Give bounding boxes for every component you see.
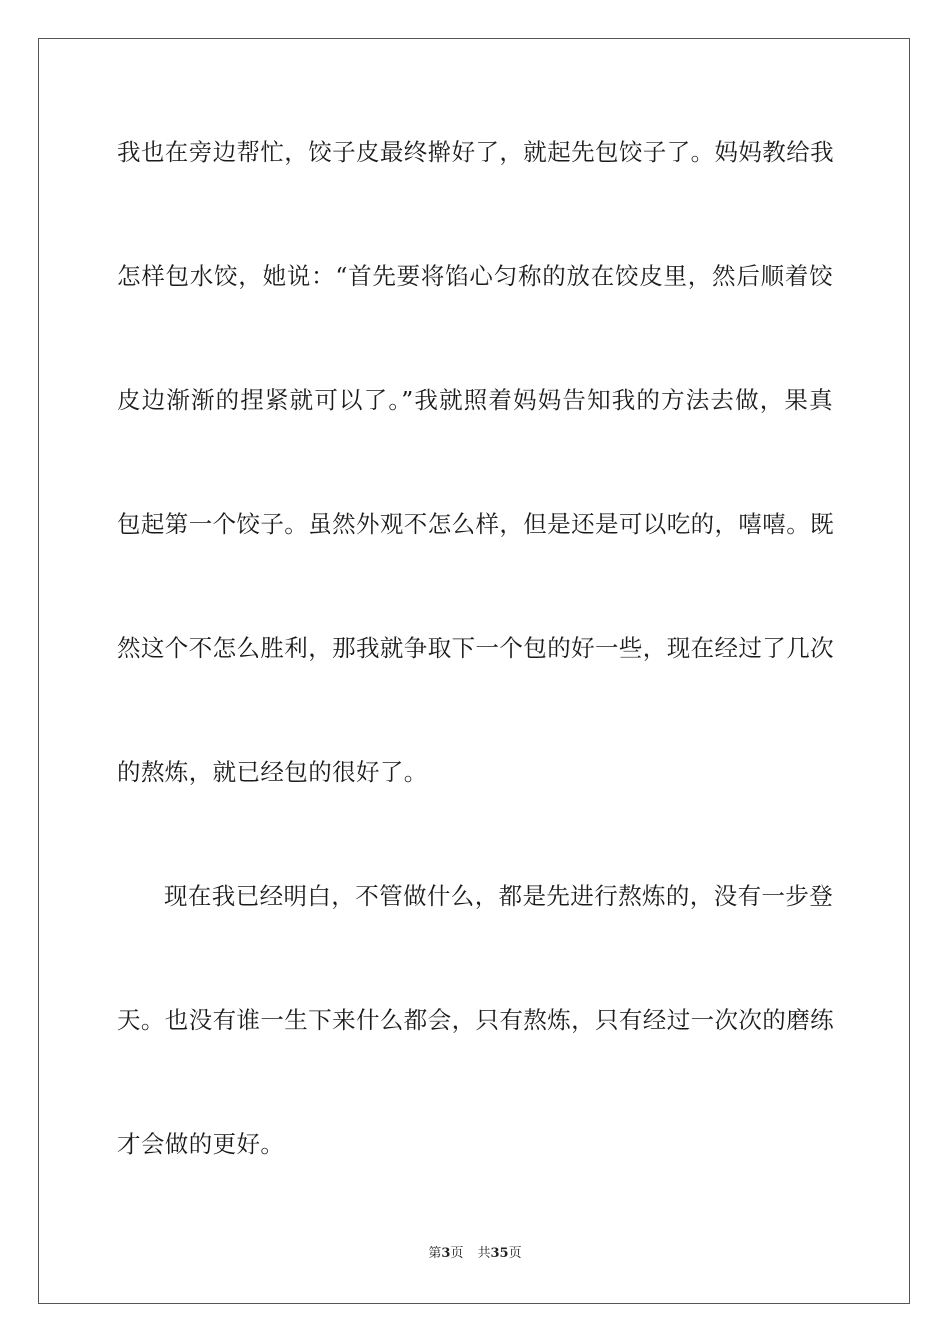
page-prefix: 第 (428, 1246, 442, 1261)
text-line: 然这个不怎么胜利，那我就争取下一个包的好一些，现在经过了几次 (117, 634, 834, 662)
total-unit: 页 (508, 1246, 522, 1261)
page-border (38, 38, 910, 1304)
page-total: 35 (490, 1246, 509, 1261)
total-prefix: 共 (477, 1246, 491, 1261)
text-line: 我也在旁边帮忙，饺子皮最终擀好了，就起先包饺子了。妈妈教给我 (117, 138, 834, 166)
text-line: 包起第一个饺子。虽然外观不怎么样，但是还是可以吃的，嘻嘻。既 (117, 510, 834, 538)
text-line: 皮边渐渐的捏紧就可以了。”我就照着妈妈告知我的方法去做，果真 (117, 386, 833, 414)
page-footer (0, 1245, 950, 1263)
text-line: 的熬炼，就已经包的很好了。 (117, 758, 428, 786)
text-line: 才会做的更好。 (117, 1130, 285, 1158)
page-unit: 页 (450, 1246, 464, 1261)
text-line: 天。也没有谁一生下来什么都会，只有熬炼，只有经过一次次的磨练 (117, 1006, 834, 1034)
text-line: 怎样包水饺，她说：“首先要将馅心匀称的放在饺皮里，然后顺着饺 (117, 262, 833, 290)
paragraph-first-line: 现在我已经明白，不管做什么，都是先进行熬炼的，没有一步登 (164, 882, 834, 910)
page-current: 3 (441, 1246, 451, 1261)
